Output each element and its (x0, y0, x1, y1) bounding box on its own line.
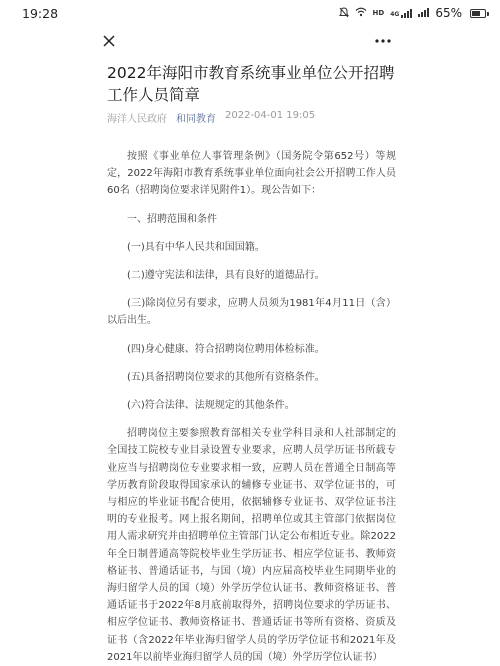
signal-4g-icon (390, 9, 412, 18)
wifi-icon (355, 7, 367, 19)
article-source: 海洋人民政府 (107, 114, 167, 125)
condition-item: (二)遵守宪法和法律，具有良好的道德品行。 (127, 270, 325, 282)
battery-icon (470, 9, 486, 18)
condition-item: (一)具有中华人民共和国国籍。 (127, 241, 265, 253)
more-dots-icon (375, 39, 391, 43)
status-bar (0, 0, 500, 26)
status-icons (339, 6, 486, 20)
signal-icon (418, 8, 429, 19)
condition-item: (六)符合法律、法规规定的其他条件。 (127, 400, 295, 412)
more-button[interactable] (368, 28, 398, 54)
close-button[interactable] (96, 28, 122, 54)
intro-paragraph: 按照《事业单位人事管理条例》（国务院令第652号）等规定，2022年海阳市教育系统事业单位面向社会公开招聘工作人员60名（招聘岗位要求详见附件1）。现公告如下： (107, 151, 396, 197)
notification-mute-icon (339, 7, 349, 20)
hd-icon: HD (372, 8, 385, 17)
nav-bar (0, 26, 500, 56)
body-paragraph: 招聘岗位主要参照教育部相关专业学科目录和人社部制定的全国技工院校专业目录设置专业要求，应聘人员学历证书所载专业应当与招聘岗位专业要求相一致，应聘人员在普通全日制高等学历教育阶段取得国家承认的辅修专业证书、双学位证书的，可与相应的毕业证书配合使用，依据辅修专业证书、双学位证书注明的专业报考。网上报名期间，招聘单位或其主管部门依据岗位用人需求研究并由招聘单位主管部门认定公布相近专业。除2022年全日制普通高等院校毕业生学历证书、相应学位证书、教师资格证书、普通话证书，与国（境）内应届高校毕业生同期毕业的海归留学人员的国（境）外学历学位认证书、教师资格证书、普通话证书于2022年8月底前取得外，招聘岗位要求的学历证书、相应学位证书、教师资格证书、普通话证书等所有资格、资质及证书（含2022年毕业海归留学人员的学历学位证书和2021年及2021年以前毕业海归留学人员的国（境）外学历学位认证书） (107, 428, 396, 663)
condition-item: (五)具备招聘岗位要求的其他所有资格条件。 (127, 371, 325, 383)
article-title: 2022年海阳市教育系统事业单位公开招聘工作人员简章 (107, 64, 395, 104)
close-icon (103, 35, 115, 47)
status-time: 19:28 (22, 5, 59, 21)
article-meta (107, 110, 403, 125)
account-link[interactable]: 和同教育 (176, 114, 216, 125)
article-content (107, 148, 396, 666)
battery-level (472, 11, 480, 16)
network-label: 4G (390, 10, 400, 18)
battery-percent: 65% (435, 6, 462, 20)
condition-item: (三)除岗位另有要求，应聘人员须为1981年4月11日（含）以后出生。 (107, 298, 396, 327)
section-heading: 一、招聘范围和条件 (127, 213, 217, 225)
article-datetime: 2022-04-01 19:05 (225, 110, 316, 121)
condition-item: (四)身心健康、符合招聘岗位聘用体检标准。 (127, 343, 325, 355)
